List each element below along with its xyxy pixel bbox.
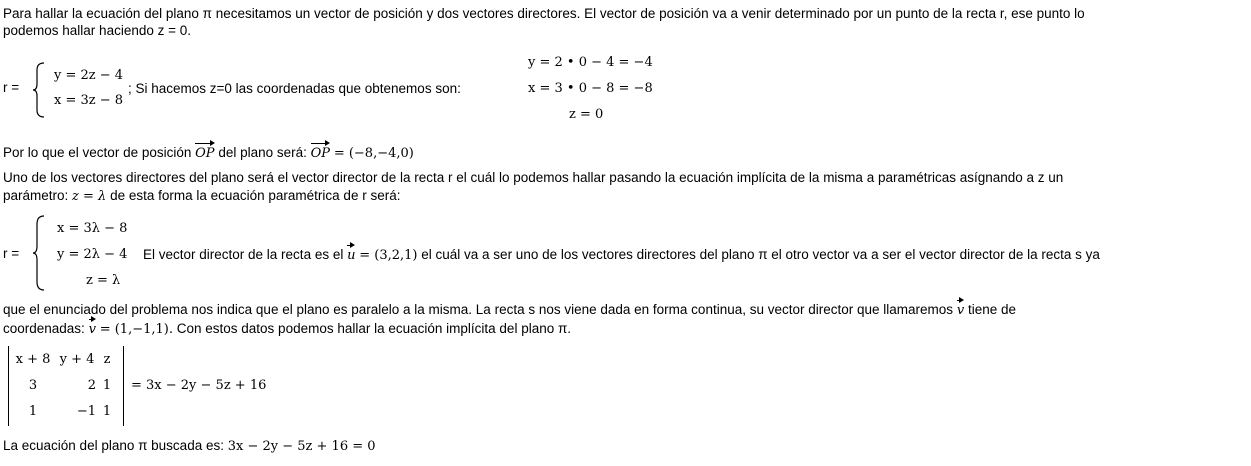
parameter-label: parámetro:: [3, 188, 69, 203]
director-text-b: el cuál va a ser uno de los vectores directores del plano π el otro vector va a ser el vector director de la recta s ya: [421, 247, 1100, 262]
parameter-equation: z = λ: [72, 189, 107, 204]
left-brace-icon: [32, 62, 46, 118]
paragraph-1-line-1: Para hallar la ecuación del plano π necesitamos un vector de posición y dos vectores directores. El vector de posición va a venir determinado por un punto de la recta r, ese punto lo: [3, 6, 1085, 21]
det-cell-1-1: 2: [87, 378, 96, 393]
v-vector-symbol: v: [956, 303, 965, 318]
r1-text: ; Si hacemos z=0 las coordenadas que obtenemos son:: [128, 81, 461, 96]
left-brace-icon: [32, 215, 46, 291]
position-text-2: del plano será:: [218, 145, 307, 160]
r2-equation-1: x = 3λ − 8: [57, 221, 128, 236]
paragraph-1-line-2: podemos hallar haciendo z = 0.: [3, 23, 191, 38]
r1-label: r =: [3, 80, 20, 95]
determinant-right-bar: [123, 346, 124, 426]
coordinates-text: Con estos datos podemos hallar la ecuación implícita del plano π.: [176, 321, 572, 336]
substitution-x: x = 3 • 0 − 8 = −8: [528, 81, 653, 96]
coordinates-label: coordenadas:: [3, 321, 85, 336]
r1-equation-1: y = 2z − 4: [54, 68, 124, 83]
paragraph-2-line-2: [3, 187, 400, 205]
parameter-text: de esta forma la ecuación paramétrica de r será:: [110, 188, 401, 203]
position-vector-sentence: [3, 144, 414, 162]
r2-label: r =: [3, 246, 20, 261]
final-text: La ecuación del plano π buscada es:: [3, 438, 224, 453]
paragraph-3-line-1: [3, 301, 1016, 319]
det-cell-0-2: z: [103, 352, 111, 367]
substitution-y: y = 2 • 0 − 4 = −4: [528, 55, 653, 70]
paragraph-3-text-b: tiene de: [967, 302, 1016, 317]
det-cell-0-0: x + 8: [15, 352, 51, 367]
paragraph-2-line-1: Uno de los vectores directores del plano será el vector director de la recta r el cuál lo podemos hallar pasando la ecuación implícita de la misma a paramétricas asígnando a z un: [3, 170, 1064, 185]
u-vector-value: = (3,2,1): [359, 248, 418, 263]
det-cell-2-1: −1: [76, 404, 96, 419]
director-text-a: El vector director de la recta es el: [143, 247, 344, 262]
det-cell-1-2: 1: [102, 378, 112, 393]
paragraph-3-text-a: que el enunciado del problema nos indica que el plano es paralelo a la misma. La recta s nos viene dada en forma continua, su vector director que llamaremos: [3, 302, 954, 317]
r1-equation-2: x = 3z − 8: [54, 93, 124, 108]
final-equation: 3x − 2y − 5z + 16 = 0: [227, 439, 376, 454]
director-vector-sentence: [143, 246, 1100, 264]
op-vector-value: = (−8,−4,0): [333, 146, 414, 161]
v-vector-symbol-2: v: [88, 322, 96, 337]
determinant-left-bar: [8, 346, 9, 426]
r2-equation-3: z = λ: [86, 273, 121, 288]
determinant-result: = 3x − 2y − 5z + 16: [131, 378, 267, 393]
r2-equation-2: y = 2λ − 4: [57, 247, 128, 262]
det-cell-0-1: y + 4: [59, 352, 95, 367]
position-text: Por lo que el vector de posición: [3, 145, 192, 160]
v-vector-value: = (1,−1,1).: [99, 322, 173, 337]
u-vector-symbol: u: [347, 248, 356, 263]
det-cell-2-0: 1: [28, 404, 38, 419]
substitution-z: z = 0: [569, 107, 604, 122]
paragraph-3-line-2: [3, 320, 571, 338]
det-cell-1-0: 3: [28, 378, 38, 393]
op-vector-symbol: OP: [195, 146, 215, 161]
det-cell-2-2: 1: [102, 404, 112, 419]
final-sentence: [3, 437, 376, 455]
op-vector-symbol-2: OP: [310, 146, 331, 161]
